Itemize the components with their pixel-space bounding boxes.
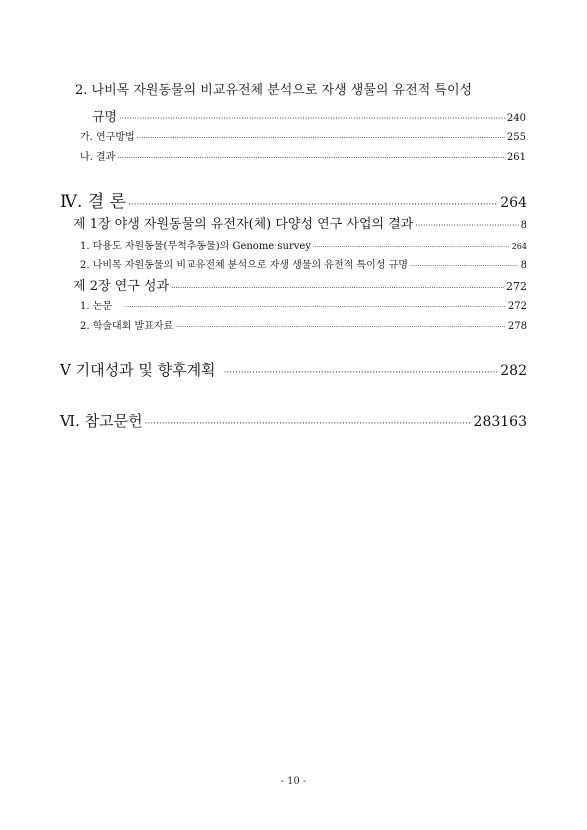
page-number: 272 bbox=[507, 301, 527, 312]
toc-label: 2. 나비목 자원동물의 비교유전체 분석으로 자생 생물의 유전적 특이성 규명 bbox=[80, 260, 408, 271]
dot-leader bbox=[128, 200, 498, 210]
dot-leader bbox=[171, 284, 504, 292]
page-number: 8 bbox=[520, 260, 527, 271]
toc-label: 1. 다용도 자원동물(무척추동물)의 Genome survey bbox=[80, 241, 311, 252]
toc-label: 가. 연구방법 bbox=[80, 132, 135, 143]
toc-entry-ch4-1-2[interactable] bbox=[80, 256, 527, 271]
dot-leader bbox=[410, 263, 519, 270]
page-number: 264 bbox=[500, 195, 527, 211]
toc-entry-s2b[interactable] bbox=[80, 148, 526, 163]
page-number: 283163 bbox=[473, 414, 527, 430]
dot-leader bbox=[119, 114, 505, 123]
page-number: 240 bbox=[506, 113, 526, 124]
toc-label: 제 2장 연구 성과 bbox=[73, 279, 170, 294]
dot-leader bbox=[224, 368, 499, 378]
dot-leader bbox=[117, 154, 505, 162]
toc-entry-ch4-1[interactable] bbox=[73, 213, 527, 232]
toc-entry-ch5[interactable] bbox=[60, 359, 527, 380]
page-number: 282 bbox=[500, 363, 527, 379]
page-number: 272 bbox=[506, 280, 527, 293]
dot-leader bbox=[175, 324, 506, 331]
dot-leader bbox=[124, 304, 506, 311]
toc-entry-ch4-2-1[interactable] bbox=[80, 297, 527, 312]
toc-entry-ch4-2-2[interactable] bbox=[80, 317, 527, 332]
dot-leader bbox=[137, 134, 505, 142]
dot-leader bbox=[145, 419, 472, 429]
toc-s2-title-line2[interactable] bbox=[92, 106, 526, 125]
footer-page-number: - 10 - bbox=[280, 776, 307, 787]
toc-label: Ⅳ. 결 론 bbox=[60, 192, 127, 212]
toc-label: 1. 논문 bbox=[80, 301, 113, 312]
page-number: 264 bbox=[511, 242, 527, 251]
page-number: 255 bbox=[506, 132, 526, 143]
toc-entry-ch4-1-1[interactable] bbox=[80, 237, 527, 252]
page-number: 8 bbox=[520, 220, 527, 231]
toc-label: Ⅵ. 참고문헌 bbox=[60, 412, 143, 430]
toc-label: 제 1장 야생 자원동물의 유전자(체) 다양성 연구 사업의 결과 bbox=[73, 217, 414, 232]
toc-label: 2. 학술대회 발표자료 bbox=[80, 321, 174, 332]
toc-entry-s2a[interactable] bbox=[80, 128, 526, 143]
toc-entry-ch4[interactable] bbox=[60, 187, 527, 212]
toc-entry-ch4-2[interactable] bbox=[73, 275, 527, 294]
page-number: 261 bbox=[506, 152, 526, 163]
toc-s2-title-line1: 2. 나비목 자원동물의 비교유전체 분석으로 자생 생물의 유전적 특이성 bbox=[75, 83, 473, 98]
toc-entry-ch6[interactable] bbox=[60, 410, 527, 431]
toc-label: Ⅴ 기대성과 및 향후계획 bbox=[60, 361, 216, 379]
toc-s2-title-cont: 규명 bbox=[92, 110, 118, 125]
dot-leader bbox=[415, 221, 518, 230]
page-number: 278 bbox=[507, 321, 527, 332]
dot-leader bbox=[313, 244, 510, 251]
toc-label: 나. 결과 bbox=[80, 152, 116, 163]
